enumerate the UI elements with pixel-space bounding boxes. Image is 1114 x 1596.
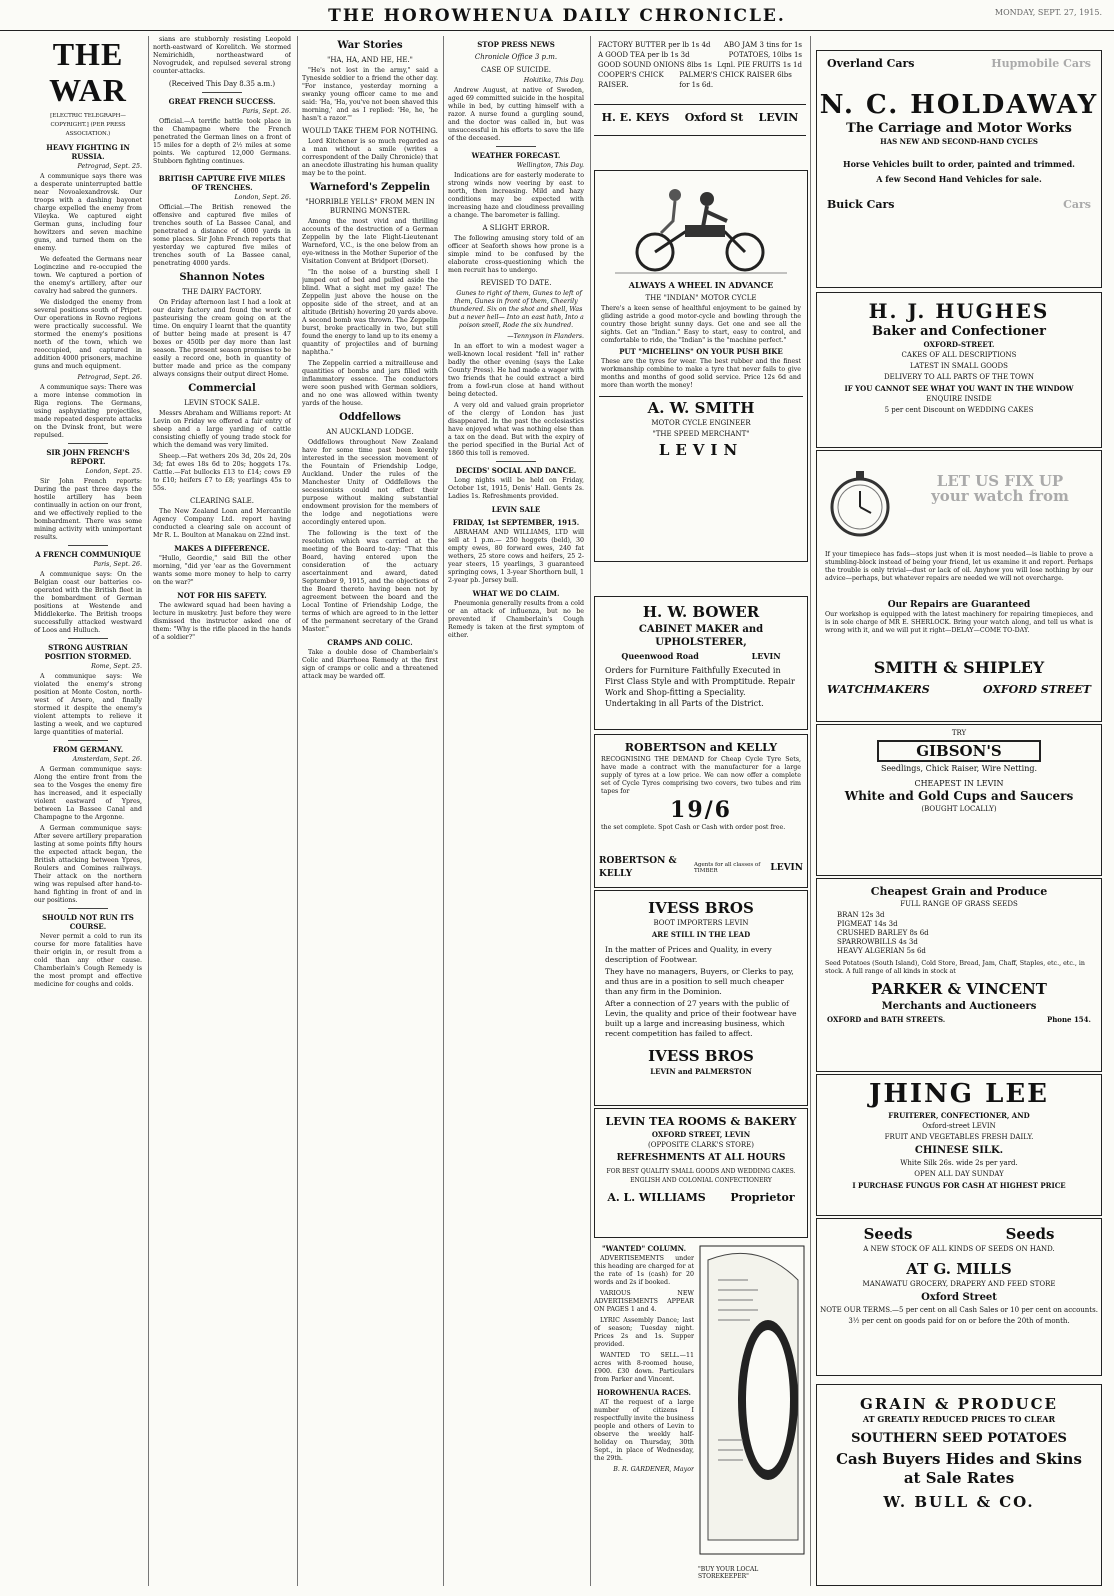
article-paragraph: The New Zealand Loan and Mercantile Agency Company Ltd. report having conducted a clearing sale on account of Mr R. L. Boulton at Manakau on 22nd inst. (153, 508, 291, 539)
price-item: GOOD SOUND ONIONS 8lbs 1s (598, 61, 712, 69)
article-paragraph: Official.—The British renewed the offensive and captured five miles of trenches south of La Bassee Canal, and penetrated a distance of 4000 yards in some places. Sir John French reports that yesterday we captured five miles of trenches south of La Bassee canal, penetrating 4000 yards. (153, 204, 291, 267)
tea-address: OXFORD STREET, LEVIN (651, 1130, 751, 1139)
notice-text: ADVERTISEMENTS under this heading are charged for at the rate of 1s (cash) for 20 words and 2s if booked. (594, 1255, 694, 1286)
rk-terms: the set complete. Spot Cash or Cash with order post free. (601, 824, 786, 831)
watch-headline: your watch from (931, 487, 1069, 505)
holdaway-secondhand: A few Second Hand Vehicles for sale. (876, 174, 1042, 184)
column-rule (148, 36, 149, 1586)
jhing-trade: FRUITERER, CONFECTIONER, AND (888, 1111, 1030, 1120)
subhead-clearing-sale: CLEARING SALE. (190, 497, 254, 505)
keys-name: H. E. KEYS (601, 111, 670, 124)
indian-title: THE "INDIAN" MOTOR CYCLE (645, 294, 757, 302)
wanted-heading: "WANTED" COLUMN. (601, 1244, 687, 1253)
jhing-open: OPEN ALL DAY SUNDAY (914, 1170, 1004, 1178)
hughes-line: CAKES OF ALL DESCRIPTIONS (901, 351, 1017, 359)
article-paragraph: Pneumonia generally results from a cold or an attack of influenza, but no be prevented if Chamberlain's Cough Remedy is taken at the first symptom of either. (448, 600, 584, 639)
seeds-stock: A NEW STOCK OF ALL KINDS OF SEEDS ON HAND. (863, 1245, 1055, 1253)
pocket-watch-icon (825, 469, 895, 539)
headline-germany: FROM GERMANY. (52, 745, 124, 754)
ivess-bros-ad (594, 890, 808, 1106)
holdaway-vehicles: Horse Vehicles built to order, painted and trimmed. (843, 159, 1075, 169)
grain-item: BRAN 12s 3d (837, 911, 885, 919)
watch-description: If your timepiece has fads—stops just when it is most needed—is liable to prove a stumbling-block instead of being your friend, let us examine it and report. Perhaps the trouble is only trivial—dust or lack of oil. Anyhow you will lose nothing by our advice—perhaps, but whatever repairs are needed we will not overcharge. (825, 551, 1093, 582)
divider (68, 638, 108, 639)
indian-description: There's a keen sense of healthful enjoyment to be gained by gliding astride a good motor-cycle and bowling through the country those bright sunny days. Get one and see all the sights. Get an "Indian." Easy to start, easy to control, and comfortable to ride, the "Indian" is the "machine perfect." (601, 305, 801, 344)
received-note: (Received This Day 8.35 a.m.) (168, 80, 276, 88)
bower-trade: CABINET MAKER and UPHOLSTERER, (638, 624, 764, 648)
michelin-heading: PUT "MICHELINS" ON YOUR PUSH BIKE (619, 347, 783, 356)
hughes-line: DELIVERY TO ALL PARTS OF THE TOWN (883, 373, 1035, 381)
parker-vincent-ad (816, 878, 1102, 1072)
article-paragraph: Lord Kitchener is so much regarded as a man without a smile (writes a correspondent of the Daily Chronicle) that an anecdote illustrating his human quality may be to the point. (302, 138, 438, 177)
price-item: FACTORY BUTTER per lb 1s 4d (598, 41, 711, 49)
rk-price: 19/6 (670, 797, 732, 823)
seeds-heading: Seeds (1005, 1225, 1055, 1243)
column-news-4 (448, 36, 584, 1586)
mills-name: AT G. MILLS (906, 1260, 1012, 1278)
headline-weather: WEATHER FORECAST. (471, 151, 561, 160)
bull-potatoes: SOUTHERN SEED POTATOES (851, 1431, 1067, 1446)
hupmobile-cars: Hupmobile Cars (991, 57, 1091, 70)
subhead-ha-ha: "HA, HA, AND HE, HE." (327, 56, 413, 64)
smith-slogan: "THE SPEED MERCHANT" (652, 430, 750, 438)
hughes-street: OXFORD-STREET. (923, 340, 995, 349)
smith-trade: MOTOR CYCLE ENGINEER (651, 419, 751, 427)
article-paragraph: A communique says: There was a more intense commotion in Riga regions. The Germans, using asphyxiating projectiles, made repeated desperate attacks on the Dvinsk front, but were repulsed. (34, 384, 142, 439)
article-paragraph: ABRAHAM AND WILLIAMS, LTD will sell at 1 p.m.— 250 hoggets (beld), 30 empty ewes, 80 forward ewes, 240 fat wethers, 25 store cows and heifers, 25 2-year steers, 15 yearlings, 3 guaranteed springing cows, 1 3-year Shorthorn bull, 1 2-year pb. Jersey bull. (448, 529, 584, 584)
rk-title: ROBERTSON and KELLY (624, 741, 778, 754)
headline-oddfellows: Oddfellows (339, 412, 401, 423)
headline-russia: HEAVY FIGHTING IN RUSSIA. (46, 143, 130, 161)
article-paragraph: Take a double dose of Chamberlain's Colic and Diarrhoea Remedy at the first sign of cramps or colic and a threatened attack may be warded off. (302, 649, 438, 680)
ivess-text: They have no managers, Buyers, or Clerks to pay, and thus are in a position to sell much cheaper than any firm in the Dominion. (605, 967, 794, 996)
column-news-3 (302, 36, 438, 1586)
holdaway-cycles: HAS NEW AND SECOND-HAND CYCLES (880, 137, 1038, 146)
headline-french-report: SIR JOHN FRENCH'S REPORT. (46, 448, 130, 466)
divider (202, 169, 242, 170)
article-paragraph: A German communique says: After severe artillery preparation lasting at some points fifty hours the expected attack began, the British attacking between Ypres, Roulers and Comines railways. Their attack on the northern wing was repulsed after hand-to-hand fighting in front of and in our positions. (34, 825, 142, 904)
bull-name: W. BULL & CO. (883, 1493, 1035, 1511)
headline-british-capture: BRITISH CAPTURE FIVE MILES OF TRENCHES. (158, 174, 286, 192)
stop-press-time: Chronicle Office 3 p.m. (474, 53, 558, 61)
tea-opposite: (OPPOSITE CLARK'S STORE) (647, 1141, 754, 1149)
parker-trade: Merchants and Auctioneers (881, 1001, 1037, 1012)
mills-store: MANAWATU GROCERY, DRAPERY AND FEED STORE (862, 1280, 1056, 1288)
poem-attribution: —Tennyson in Flanders. (507, 333, 584, 340)
article-paragraph: A communique says there was a desperate uninterrupted battle near Novoalexandrovsk. Our troops with a dashing bayonet charge expelled the enemy from Vileyka. We captured eight German guns, including four howitzers and seven machine guns, and turned them on the enemy. (34, 173, 142, 252)
article-paragraph: A German communique says: Along the entire front from the sea to the Vosges the enemy fire has increased, and it especially violent eastward of Ypres, between La Bassee Canal and Champagne to the Argonne. (34, 766, 142, 821)
ivess-name: IVESS BROS (648, 899, 754, 917)
dateline: Wellington, This Day. (516, 162, 584, 169)
dateline: London, Sept. 25. (85, 468, 142, 475)
gibson-ad (816, 724, 1102, 876)
divider (496, 461, 536, 462)
subhead-nothing: WOULD TAKE THEM FOR NOTHING. (302, 127, 438, 135)
article-paragraph: The Zeppelin carried a mitrailleuse and quantities of bombs and jars filled with inflammatory essence. The conductors were soon pushed with German soldiers, and no one was allowed within twenty yards of the house. (302, 360, 438, 407)
jhing-silk: CHINESE SILK. (914, 1145, 1004, 1156)
watchmaker-ad (816, 450, 1102, 722)
gibson-cheapest: CHEAPEST IN LEVIN (914, 779, 1004, 788)
article-paragraph: The following is the text of the resolution which was carried at the meeting of the Board to-day: "That this Board, having entered upon the consideration of the actuary ascertainment and award, dated September 9, 1915, and the objections of the Board thereto having been not by agreement between the board and the Local Tontine of Friendship Lodge, the terms of which are agreed to in the letter of the permanent secretary of the Grand Master." (302, 530, 438, 633)
column-war-news (34, 36, 142, 1586)
ivess-text: In the matter of Prices and Quality, in every description of Footwear. (605, 945, 772, 964)
holdaway-ad (816, 50, 1102, 288)
column-news-2 (153, 36, 291, 1586)
motorcycle-illustration (615, 177, 787, 277)
bull-cash: Cash Buyers Hides and Skins (836, 1450, 1082, 1468)
dateline: Hokitika, This Day. (523, 77, 584, 84)
press-credit: [ELECTRIC TELEGRAPH—COPYRIGHT.] (PER PRESS ASSOCIATION.) (50, 113, 126, 137)
headline-austrian: STRONG AUSTRIAN POSITION STORMED. (44, 643, 132, 661)
subhead-auckland: AN AUCKLAND LODGE. (326, 428, 414, 436)
issue-date: MONDAY, SEPT. 27, 1915. (994, 8, 1102, 17)
mayor-signature: B. R. GARDENER, Mayor (613, 1466, 694, 1473)
price-item: Lqnl. PIE FRUITS 1s 1d (717, 61, 802, 69)
divider (202, 92, 242, 93)
parker-phone: Phone 154. (1046, 1015, 1091, 1024)
grain-item: PIGMEAT 14s 3d (837, 920, 898, 928)
article-paragraph: Oddfellows throughout New Zealand have for some time past been keenly interested in the secession movement of the Fountain of Friendship Lodge, Auckland. Under the rules of the Manchester Unity of Oddfellows the secessionists could not effect their purpose without making substantial endowment provision for the members of the lodge and negotiations were accordingly entered upon. (302, 439, 438, 526)
keys-street: Oxford St (684, 111, 744, 124)
notice-text: AT the request of a large number of citizens I respectfully invite the business people and others of Levin to observe the weekly half-holiday on Thursday, 30th Sept., in place of Wednesday, the 29th. (594, 1399, 694, 1462)
headline-french-success: GREAT FRENCH SUCCESS. (168, 97, 276, 106)
mills-seeds-ad (816, 1218, 1102, 1376)
column-rule (590, 36, 591, 1586)
holdaway-works: The Carriage and Motor Works (846, 121, 1072, 136)
rk-footer-agents: Agents for all classes of TIMBER (693, 862, 761, 874)
rk-description: RECOGNISING THE DEMAND for Cheap Cycle Tyre Sets, have made a contract with the manufacturer for a large supply of tyres at a low price. We can now offer a complete set of Cycle Tyres comprising two covers, two tubes and rim tapes for (601, 756, 801, 795)
price-item: A GOOD TEA per lb 1s 3d (598, 51, 690, 59)
ivess-footer-name: IVESS BROS (648, 1047, 754, 1065)
subhead-suicide: CASE OF SUICIDE. (481, 66, 551, 74)
divider (68, 908, 108, 909)
article-paragraph: Never permit a cold to run its course for more fatalities have their origin in, or result from a cold than any other cause. Chamberlain's Cough Remedy is the most prompt and effective medicine for coughs and colds. (34, 933, 142, 988)
classified-notices (594, 1240, 694, 1586)
subhead-cramps: CRAMPS AND COLIC. (327, 638, 413, 647)
jhing-lee-ad (816, 1074, 1102, 1216)
article-paragraph: In an effort to win a modest wager a well-known local resident "fell in" rather badly the other evening (says the Lake County Press). He had made a wager with two friends that he could extract a bird from a fowl-run close at hand without being detected. (448, 343, 584, 398)
article-paragraph: Messrs Abraham and Williams report: At Levin on Friday we offered a fair entry of sheep and a large yarding of cattle consisting chiefly of young trade stock for which the demand was very limited. (153, 410, 291, 449)
ivess-slogan: ARE STILL IN THE LEAD (651, 930, 751, 939)
gibson-cups: White and Gold Cups and Saucers (844, 789, 1074, 803)
hughes-discount: 5 per cent Discount on WEDDING CAKES (884, 406, 1034, 414)
subhead-dairy: THE DAIRY FACTORY. (182, 288, 262, 296)
holdaway-name: N. C. HOLDAWAY (819, 90, 1099, 120)
gibson-products: Seedlings, Chick Raiser, Wire Netting. (880, 764, 1038, 773)
jhing-fruit: FRUIT AND VEGETABLES FRESH DAILY. (884, 1133, 1034, 1141)
article-paragraph: A very old and valued grain proprietor of the clergy of London has just disappeared. In the past the ecclesiastics have enjoyed what was nothing else than a tax on the dead. But with the expiry of the period specified in the Burial Act of 1860 this toll is removed. (448, 402, 584, 457)
repairs-heading: Our Repairs are Guaranteed (887, 600, 1031, 610)
rk-footer-name: ROBERTSON & KELLY (599, 856, 677, 879)
subhead-error: A SLIGHT ERROR. (482, 224, 550, 232)
dateline: Petrograd, Sept. 26. (77, 374, 142, 381)
subhead-difference: MAKES A DIFFERENCE. (174, 544, 270, 553)
article-paragraph: On Friday afternoon last I had a look at our dairy factory and found the work of pasteurising the cream going on at the time. On enquiry I learnt that the quantity of butter being made at present is 47 boxes or 450lb per day more than last season. The present season promises to be easily a record one, both in quantity of butter made and price as the company always consigns their output direct Home. (153, 299, 291, 378)
article-paragraph: Long nights will be held on Friday, October 1st, 1915, Denis' Hall. Gents 2s. Ladies 1s. Refreshments provided. (448, 477, 584, 500)
notice-levin-sale: LEVIN SALE (491, 505, 541, 514)
article-paragraph: We dislodged the enemy from several positions south of Pripet. Our operations in Rovno regions were practically successful. We stormed the enemy's positions north of the town, which we reoccupied, and captured in addition 4000 prisoners, machine guns and much equipment. (34, 299, 142, 370)
jhing-street: Oxford-street LEVIN (922, 1122, 996, 1130)
article-paragraph: Andrew August, at native of Sweden, aged 69 committed suicide in the hospital while in bed, by cutting himself with a razor. A nurse found a gurgling sound, and the doctor was called in, but was unsuccessful in his efforts to save the life of the deceased. (448, 87, 584, 142)
mills-terms: 3½ per cent on goods paid for on or before the 20th of month. (848, 1317, 1070, 1325)
gibson-try: TRY (951, 729, 967, 737)
divider (68, 545, 108, 546)
smith-town: LEVIN (658, 441, 744, 459)
headline-cold: SHOULD NOT RUN ITS COURSE. (42, 913, 134, 931)
column-rule (443, 36, 444, 1586)
bower-road: Queenwood Road (621, 651, 699, 661)
price-item: COOPER'S CHICK RAISER. (598, 71, 664, 89)
article-paragraph: "He's not lost in the army," said a Tyneside soldier to a friend the other day. "For instance, yesterday morning a swanky young officer came to me and said: 'Ha, 'Ha, you've not been shaved this morning,' and as I replied: 'He, he, 'he hasn't a razor.'" (302, 67, 438, 122)
article-paragraph: Indications are for easterly moderate to strong winds now veering by east to north, then increasing. Mild and hazy conditions may be expected with increasing haze and cloudiness prevailing a change. The barometer is falling. (448, 172, 584, 219)
jhing-fungus: I PURCHASE FUNGUS FOR CASH AT HIGHEST PRICE (852, 1181, 1066, 1190)
parker-address: OXFORD and BATH STREETS. (827, 1015, 946, 1024)
grocery-price-list (594, 40, 806, 102)
hughes-line: LATEST IN SMALL GOODS (910, 362, 1008, 370)
subhead-safety: NOT FOR HIS SAFETY. (177, 591, 267, 600)
newspaper-title: THE HOROWHENUA DAILY CHRONICLE. (328, 6, 786, 26)
other-cars: Cars (1063, 198, 1091, 211)
storekeeper-slogan: "BUY YOUR LOCAL STOREKEEPER" (698, 1566, 759, 1580)
article-paragraph: Official.—A terrific battle took place in the Champagne where the French penetrated the German lines on a front of 15 miles for a depth of 2½ miles at some points. We captured 12,000 Germans. Stubborn fighting continues. (153, 118, 291, 165)
masthead (0, 0, 1114, 31)
sale-date: FRIDAY, 1st SEPTEMBER, 1915. (452, 518, 580, 527)
rk-footer-town: LEVIN (770, 862, 803, 873)
watchmakers-label: WATCHMAKERS (827, 683, 930, 696)
keys-banner (594, 104, 806, 136)
price-item: PALMER'S CHICK RAISER 6lbs for 1s 6d. (679, 71, 792, 89)
jhing-name: JHING LEE (869, 1079, 1049, 1109)
headline-commercial: Commercial (188, 383, 256, 394)
column-rule (810, 36, 811, 1586)
bull-grain-heading: GRAIN & PRODUCE (860, 1395, 1058, 1413)
article-paragraph: sians are stubbornly resisting Leopold north-eastward of Korelitch. We stormed Nemirichidh, northeastward of Novogrudek, and repulsed several strong counter-attacks. (153, 36, 291, 75)
wheel-slogan: ALWAYS A WHEEL IN ADVANCE (628, 280, 774, 290)
michelin-description: These are the tyres for wear. The best rubber and the finest workmanship combine to make a tyre that never fails to give months and months of good solid service. Price 12s 6d and more than worth the money! (601, 358, 801, 389)
dateline: Paris, Sept. 26. (93, 561, 142, 568)
notice-text: VARIOUS NEW ADVERTISEMENTS APPEAR ON PAGES 1 and 4. (594, 1290, 694, 1313)
bull-grain-ad (816, 1384, 1102, 1586)
article-paragraph: The awkward squad had been having a lecture in musketry. Just before they were dismissed the instructor asked one of them: "Why is the rifle placed in the hands of a soldier?" (153, 602, 291, 641)
grain-stock-note: Seed Potatoes (South Island), Cold Store, Bread, Jam, Chaff, Staples, etc., etc., in stock. A full range of all kinds in stock at (825, 960, 1085, 975)
smith-name: A. W. SMITH (647, 399, 755, 417)
keys-town: LEVIN (758, 111, 799, 124)
hughes-line: ENQUIRE INSIDE (926, 395, 992, 403)
indian-motorcycle-ad (594, 170, 808, 562)
dateline: Rome, Sept. 25. (91, 663, 142, 670)
tea-name: LEVIN TEA ROOMS & BAKERY (605, 1115, 797, 1128)
grain-item: SPARROWBILLS 4s 3d (837, 938, 918, 946)
parker-name: PARKER & VINCENT (871, 980, 1047, 998)
article-paragraph: The following amusing story told of an officer at Seaforth shows how prone is a simple mind to be confused by the elaborate cross-questioning which the men recruit has to undergo. (448, 235, 584, 274)
hughes-trade: Baker and Confectioner (872, 324, 1046, 339)
price-item: POTATOES, 10lbs 1s (728, 51, 802, 59)
bull-reduced: AT GREATLY REDUCED PRICES TO CLEAR (862, 1414, 1056, 1424)
headline-claim: WHAT WE DO CLAIM. (472, 589, 560, 598)
grain-item: HEAVY ALGERIAN 5s 6d (837, 947, 926, 955)
bower-name: H. W. BOWER (642, 603, 760, 621)
robertson-kelly-ad (594, 734, 808, 888)
mills-terms: NOTE OUR TERMS.—5 per cent on all Cash Sales or 10 per cent on accounts. (820, 1306, 1098, 1314)
headline-french-communique: A FRENCH COMMUNIQUE (35, 550, 141, 559)
hughes-name: H. J. HUGHES (868, 299, 1050, 323)
article-paragraph: Sheep.—Fat wethers 20s 3d, 20s 2d, 20s 3d; fat ewes 18s 6d to 20s; hoggets 17s. Cattle.—Fat bullocks £13 to £14; cows £9 to £10; heifers £7 to £8; yearlings 45s to 55s. (153, 453, 291, 492)
repairs-description: Our workshop is equipped with the latest machinery for repairing timepieces, and is in sole charge of MR E. SHERLOCK. Bring your watch along, and tell us what is wrong with it, and we will put it right—DELAY—COME TO-DAY. (825, 611, 1093, 634)
buick-cars: Buick Cars (827, 198, 895, 211)
tea-proprietor-label: Proprietor (730, 1191, 795, 1204)
jhing-silk-price: White Silk 26s. wide 2s per yard. (900, 1159, 1018, 1167)
headline-stop-press: STOP PRESS NEWS (477, 40, 555, 49)
seeds-heading: Seeds (863, 1225, 913, 1243)
ivess-trade: BOOT IMPORTERS LEVIN (653, 919, 749, 927)
article-paragraph: A communique says: We violated the enemy's strong position at Monte Coston, north-west of Arsero, and finally stormed it despite the enemy's violent attempts to relieve it lasting a week, and we captured large quantities of material. (34, 673, 142, 736)
subhead-revised: REVISED TO DATE. (480, 279, 552, 287)
remedy-illustration-ad (698, 1240, 806, 1560)
price-item: ABO JAM 3 tins for 1s (723, 41, 802, 49)
subhead-horrible: "HORRIBLE YELLS" FROM MEN IN BURNING MONSTER. (305, 198, 435, 215)
article-paragraph: "Hullo, Geordie," said Bill the other morning, "did yer 'ear as the Government wants some more money to help to carry on the war?" (153, 555, 291, 586)
hughes-bakery-ad (816, 292, 1102, 448)
divider (68, 443, 108, 444)
dateline: Paris, Sept. 26. (242, 108, 291, 115)
dateline: Amsterdam, Sept. 26. (72, 756, 142, 763)
headline-war-stories: War Stories (337, 40, 403, 51)
tea-rooms-ad (594, 1108, 808, 1238)
mills-street: Oxford Street (921, 1292, 997, 1303)
grain-heading: Cheapest Grain and Produce (870, 885, 1048, 898)
dateline: Petrograd, Sept. 25. (77, 163, 142, 170)
hughes-line: IF YOU CANNOT SEE WHAT YOU WANT IN THE WINDOW (844, 384, 1074, 393)
divider (496, 146, 536, 147)
tea-proprietor-name: A. L. WILLIAMS (607, 1191, 706, 1204)
watch-street: OXFORD STREET (982, 683, 1091, 696)
subhead-stock-sale: LEVIN STOCK SALE. (184, 399, 260, 407)
bower-ad (594, 596, 808, 730)
ivess-footer-towns: LEVIN and PALMERSTON (650, 1067, 752, 1076)
column-rule (297, 36, 298, 1586)
poem: Gunes to right of them, Gunes to left of them, Gunes in front of them, Cheerily thundered. Six on the shot and shell, Was but a never hell— Into an east hath, Into a poison smell, Rode the six hundred. (448, 290, 584, 329)
tea-hours: REFRESHMENTS AT ALL HOURS (616, 1153, 786, 1163)
divider (68, 740, 108, 741)
notice-text: WANTED TO SELL.—11 acres with 8-roomed house, £900. £30 down. Particulars from Parker and Vincent. (594, 1352, 694, 1383)
grain-item: CRUSHED BARLEY 8s 6d (837, 929, 929, 937)
watch-headline: LET US FIX UP (936, 472, 1064, 490)
bower-description: Orders for Furniture Faithfully Executed in First Class Style and with Promptitude. Repair Work and Shop-fitting a Speciality. Undertaking in all Parts of the District. (605, 666, 795, 708)
article-paragraph: We defeated the Germans near Loginczine and re-occupied the town. We captured a portion of the enemy's artillery, after our cavalry had sabred the gunners. (34, 256, 142, 295)
notice-text: LYRIC Assembly Dance; last of season; Tuesday night. Prices 2s and 1s. Supper provided. (594, 1317, 694, 1348)
gibson-name: GIBSON'S (877, 740, 1041, 762)
overland-cars: Overland Cars (827, 57, 915, 70)
war-heading: THE WAR (49, 36, 127, 108)
gibson-bought: (BOUGHT LOCALLY) (921, 805, 997, 813)
article-paragraph: Sir John French reports: During the past three days the hostile artillery has been continually in action on our front, and we effectively replied to the bombardment. There was some mining activity with unimportant results. (34, 478, 142, 541)
article-paragraph: A communique says: On the Belgian coast our batteries co-operated with the British fleet in the bombardment of German positions at Westende and Middlekerke. The British troops successfully attacked westward of Loos and Hulluch. (34, 571, 142, 634)
headline-shannon-notes: Shannon Notes (179, 272, 265, 283)
smith-shipley-name: SMITH & SHIPLEY (873, 658, 1045, 677)
bull-rates: at Sale Rates (903, 1469, 1015, 1487)
article-paragraph: Among the most vivid and thrilling accounts of the destruction of a German Zeppelin by the late Flight-Lieutenant Warneford, V.C., is the one below from an eye-witness in the Mother Superior of the Visitation Convent at Bridport (Dorset). (302, 218, 438, 265)
bower-town: LEVIN (751, 651, 781, 661)
dateline: London, Sept. 26. (234, 194, 291, 201)
article-paragraph: "In the noise of a bursting shell I jumped out of bed and pulled aside the blind. What a sight met my gaze! The Zeppelin just above the house on the opposite side of the street, and at an altitude (British) hovering 20 yards above. A second bomb was thrown. The Zeppelin burst, broke practically in two, but still found the energy to land up to its enemy a quantity of projectiles and of burning naphtha." (302, 269, 438, 356)
notice-social: DECIDS' SOCIAL AND DANCE. (455, 466, 577, 475)
grain-subheading: FULL RANGE OF GRASS SEEDS (900, 900, 1018, 908)
tea-goods: FOR BEST QUALITY SMALL GOODS AND WEDDING CAKES. ENGLISH AND COLONIAL CONFECTIONERY (606, 1168, 796, 1184)
remedy-illustration (698, 1240, 806, 1560)
ivess-text: After a connection of 27 years with the public of Levin, the quality and price of their footwear have built up a large and increasing business, which recent competition has failed to affect. (605, 999, 797, 1038)
races-heading: HOROWHENUA RACES. (597, 1388, 691, 1397)
headline-zeppelin: Warneford's Zeppelin (309, 182, 431, 193)
